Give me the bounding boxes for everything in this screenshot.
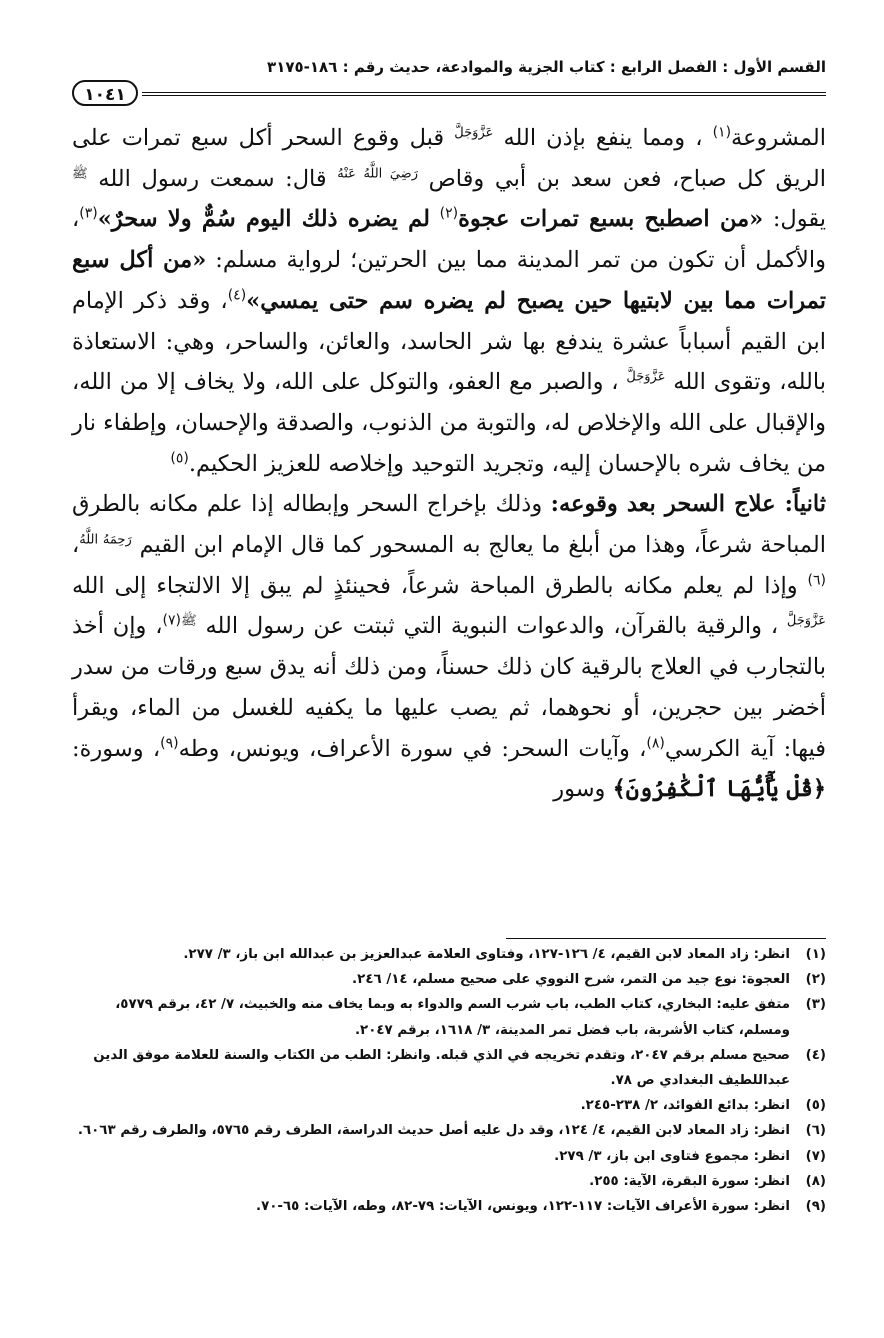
footnote-ref-1[interactable]: (١) [712,124,732,141]
footnote-ref-9[interactable]: (٩) [160,735,179,752]
footnote-number: (٣) [805,997,826,1013]
text-run: يقول: [772,206,827,233]
paragraph-2 [72,484,826,810]
footnote-ref-8[interactable]: (٨) [646,735,665,752]
footnote-ref-3[interactable]: (٣) [79,205,98,222]
footnote-text: انظر: سورة الأعراف الآيات: ١١٧-١٢٢، ويونس، الآيات: ٧٩-٨٢، وطه، الآيات: ٦٥-٧٠. [255,1199,790,1215]
footnote-number: (٧) [805,1148,826,1164]
footnote-number: (٦) [805,1123,826,1139]
footnote-item [72,942,826,967]
text-run: ، والأكمل أن تكون من تمر المدينة مما بين الحرتين؛ لرواية مسلم: [72,206,827,274]
footnote-item [72,1169,826,1194]
honorific: عَزَّوَجَلَّ [626,369,666,385]
footnote-ref-6[interactable]: (٦) [807,572,827,589]
footnote-text: انظر: زاد المعاد لابن القيم، ٤/ ١٢٤، وقد دل عليه أصل حديث الدراسة، الطرف رقم ٥٧٦٥، والطرف رقم ٦٠٦٣. [77,1123,790,1139]
footnote-number: (٩) [805,1199,826,1215]
footnote-text: انظر: زاد المعاد لابن القيم، ٤/ ١٢٦-١٢٧، وفتاوى العلامة عبدالعزيز بن عبدالله ابن باز، ٣/ ٢٧٧. [183,947,790,962]
footnote-item [72,967,826,992]
text-run: وذلك بإخراج السحر وإبطاله إذا علم مكانه بالطرق المباحة شرعاً، وهذا من أبلغ ما يعالج به المسحور كما قال الإمام ابن القيم [72,491,827,559]
footnote-item [72,992,826,1042]
footnote-number: (٥) [805,1098,826,1114]
footnote-ref-5[interactable]: (٥) [170,450,189,467]
main-text [72,118,826,810]
footnote-number: (٤) [805,1047,826,1063]
footnote-text: متفق عليه: البخاري، كتاب الطب، باب شرب السم والدواء به وبما يخاف منه والخبيث، ٧/ ٤٢، برقم ٥٧٧٩، ومسلم، كتاب الأشربة، باب فضل تمر المدينة، ٣/ ١٦١٨، برقم ٢٠٤٧. [115,997,790,1038]
text-run: ، [72,532,80,559]
hadith-quote: «من أكل سبع تمرات مما بين لابتيها حين يصبح لم يضره سم حتى يمسي» [72,247,826,314]
footnote-text: انظر: سورة البقرة، الآية: ٢٥٥. [589,1173,790,1189]
text-run: ، والرقية بالقرآن، والدعوات النبوية التي ثبتت عن رسول الله [205,613,779,640]
footnote-number: (١) [805,947,826,962]
footnote-ref-2[interactable]: (٢) [439,205,459,222]
footnote-text: العجوة: نوع جيد من التمر، شرح النووي على صحيح مسلم، ١٤/ ٢٤٦. [352,972,790,988]
honorific: عَزَّوَجَلَّ [786,613,827,629]
text-run: المشروعة [731,125,826,151]
footnote-separator [506,938,826,939]
header-rule-row [72,82,826,108]
section-heading: ثانياً: علاج السحر بعد وقوعه: [550,491,827,518]
footnote-item [72,1194,826,1219]
footnote-text: انظر: مجموع فتاوى ابن باز، ٣/ ٢٧٩. [554,1148,790,1164]
honorific: رَضِيَ اللَّهُ عَنْهُ [337,166,418,182]
text-run: وإذا لم يعلم مكانه بالطرق المباحة شرعاً، فحينئذٍ لم يبق إلا الالتجاء إلى الله [72,572,798,599]
honorific: عَزَّوَجَلَّ [454,125,494,141]
book-page [72,54,827,1215]
text-run: ، والصبر مع العفو، والتوكل على الله، ولا يخاف إلا من الله، والإقبال على الله والإخلاص له، والتوبة من الذنوب، والصدقة والإحسان، وإطفاء نار من يخاف شره بالإحسان إليه، وتجريد التوحيد وإخلاصه للعزيز الحكيم. [72,369,826,477]
text-run: ، وإن أخذ بالتجارب في العلاج بالرقية كان ذلك حسناً، ومن ذلك أنه يدق سبع ورقات من سدر أخضر بين حجرين، أو نحوهما، ثم يصب عليها ما يكفيه للغسل من الماء، ويقرأ فيها: آية الكرسي [72,613,826,762]
page-number: ١٠٤١ [72,80,138,106]
footnote-item [72,1093,826,1118]
footnote-number: (٨) [805,1173,826,1189]
hadith-quote: لم يضره ذلك اليوم سُمٌّ ولا سحرٌ» [97,206,430,233]
text-run: ، وقد ذكر الإمام ابن القيم أسباباً عشرة يندفع بها شر الحاسد، والعائن، والساحر، وهي: الاستعاذة بالله، وتقوى الله [72,287,826,396]
footnote-text: انظر: بدائع الفوائد، ٢/ ٢٣٨-٢٤٥. [580,1098,790,1114]
footnotes [72,942,826,1219]
footnote-item [72,1043,826,1093]
honorific: ﷺ [72,166,88,182]
header-double-rule [142,92,826,96]
text-run: وسور [553,776,606,803]
footnote-item [72,1144,826,1169]
text-run: ، وسورة: [72,735,161,762]
paragraph-1 [72,118,826,484]
text-run: قال: سمعت رسول الله [98,165,327,192]
footnote-text: صحيح مسلم برقم ٢٠٤٧، وتقدم تخريجه في الذي قبله. وانظر: الطب من الكتاب والسنة للعلامة موفق الدين عبداللطيف البغدادي ص ٧٨. [93,1047,790,1089]
quran-verse: ﴿قُلْ يَٰٓأَيُّهَا ٱلْكَٰفِرُونَ﴾ [612,776,826,803]
honorific: ﷺ [180,613,197,629]
running-header [72,54,826,80]
text-run: ، ومما ينفع بإذن الله [503,125,703,151]
footnote-ref-7[interactable]: (٧) [162,612,181,629]
footnote-number: (٢) [805,972,826,988]
honorific: رَحِمَهُ اللَّهُ [79,532,132,548]
text-run: ، وآيات السحر: في سورة الأعراف، ويونس، وطه [178,735,647,762]
hadith-quote: «من اصطبح بسبع تمرات عجوة [458,206,764,233]
running-title: القسم الأول : الفصل الرابع : كتاب الجزية والموادعة، حديث رقم : ١٨٦-٣١٧٥ [267,58,826,76]
text-run: قبل وقوع السحر أكل سبع تمرات على الريق كل صباح، فعن سعد بن أبي وقاص [72,125,826,192]
footnote-item [72,1118,826,1143]
footnote-ref-4[interactable]: (٤) [227,287,247,304]
